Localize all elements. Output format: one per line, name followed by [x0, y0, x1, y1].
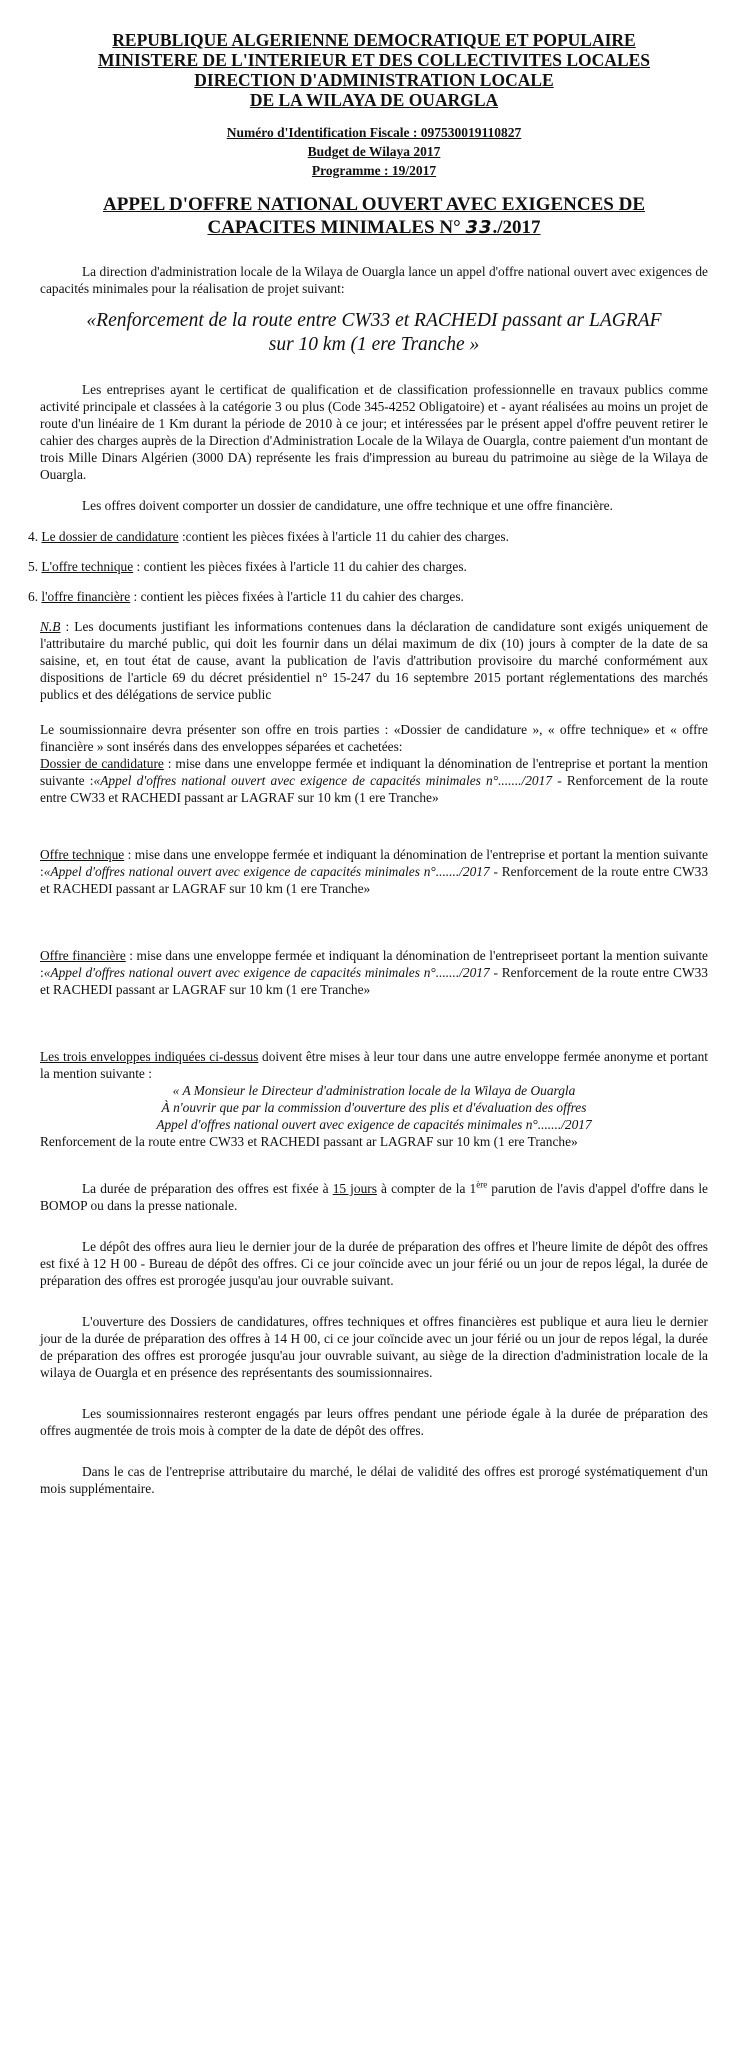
envelope-address-line-3: Appel d'offres national ouvert avec exigence de capacités minimales n°......./2017: [156, 1117, 592, 1132]
list-item-label: Le dossier de candidature: [41, 529, 179, 544]
offres-paragraph: Les offres doivent comporter un dossier de candidature, une offre technique et une offre financière.: [82, 498, 613, 513]
dossier-paragraph: Dossier de candidature : mise dans une enveloppe fermée et indiquant la dénomination de l'entreprise et portant la mention suivante :«Appel d'offres national ouvert avec exigence de capacités minimales n°......./2017 - Renforcement de la route entre CW33 et RACHEDI passant ar LAGRAF sur 10 km (1 ere Tranche»: [40, 756, 709, 805]
header-line-republic: REPUBLIQUE ALGERIENNE DEMOCRATIQUE ET POPULAIRE: [112, 30, 636, 50]
dossier-label: Dossier de candidature: [40, 756, 164, 771]
envelope-address-line-2: À n'ouvrir que par la commission d'ouverture des plis et d'évaluation des offres: [161, 1100, 587, 1115]
list-item: 6. l'offre financière : contient les pièces fixées à l'article 11 du cahier des charges.: [28, 589, 464, 604]
envelope-address-line-4: Renforcement de la route entre CW33 et RACHEDI passant ar LAGRAF sur 10 km (1 ere Tranche»: [40, 1134, 578, 1149]
duree-paragraph: La durée de préparation des offres est fixée à 15 jours à compter de la 1ère parution de l'avis d'appel d'offre dans le BOMOP ou dans la presse nationale.: [40, 1179, 708, 1213]
document-meta: [40, 123, 708, 180]
project-line-1: «Renforcement de la route entre CW33 et RACHEDI passant ar LAGRAF: [86, 310, 662, 331]
list-item-label: L'offre technique: [41, 559, 134, 574]
technique-label: Offre technique: [40, 847, 125, 862]
nb-label: N.B: [40, 619, 61, 634]
soumissionnaire-paragraph: Le soumissionnaire devra présenter son offre en trois parties : «Dossier de candidature », « offre technique» et « offre financière » sont insérés dans des enveloppes séparées et cachetées:: [40, 722, 708, 754]
ouverture-paragraph: L'ouverture des Dossiers de candidatures, offres techniques et offres financières est publique et aura lieu le dernier jour de la durée de préparation des offres à 14 H 00, ci ce jour coïncide avec un jour férié ou un jour de repos légal, la durée de préparation des offres est prorogée jusqu'au jour ouvrable suivant, au siège de la direction d'administration locale de la wilaya de Ouargla et en présence des représentants des soumissionnaires.: [40, 1314, 708, 1380]
list-item: 4. Le dossier de candidature :contient les pièces fixées à l'article 11 du cahier des charges.: [28, 529, 509, 544]
financiere-paragraph: Offre financière : mise dans une enveloppe fermée et indiquant la dénomination de l'entrepriseet portant la mention suivante :«Appel d'offres national ouvert avec exigence de capacités minimales n°......./2017 - Renforcement de la route entre CW33 et RACHEDI passant ar LAGRAF sur 10 km (1 ere Tranche»: [40, 948, 708, 997]
depot-paragraph: Le dépôt des offres aura lieu le dernier jour de la durée de préparation des offres et l'heure limite de dépôt des offres est fixé à 12 H 00 - Bureau de dépôt des offres. Ci ce jour coïncide avec un jour férié ou un jour de repos légal, la durée de préparation des offres est prorogée jusqu'au jour ouvrable suivant.: [40, 1239, 708, 1288]
list-item-label: l'offre financière: [41, 589, 131, 604]
title-line-1: APPEL D'OFFRE NATIONAL OUVERT AVEC EXIGENCES DE: [103, 194, 645, 215]
project-name: [40, 309, 708, 357]
header-line-ministry: MINISTERE DE L'INTERIEUR ET DES COLLECTIVITES LOCALES: [97, 50, 651, 70]
nb-paragraph: N.B : Les documents justifiant les informations contenues dans la déclaration de candidature sont exigés uniquement de l'attributaire du marché public, qui doit les fournir dans un délai maximum de dix (10) jours à compter de la date de sa saisine, et, en tout état de cause, avant la publication de l'avis d'attribution provisoire du marché conformément aux dispositions de l'article 69 du décret présidentiel n° 15-247 du 16 septembre 2015 portant réglementations des marchés publics et des délégations de service public: [40, 619, 708, 702]
tender-number: 33: [465, 217, 493, 238]
header-line-wilaya: DE LA WILAYA DE OUARGLA: [249, 90, 499, 110]
header-line-direction: DIRECTION D'ADMINISTRATION LOCALE: [194, 70, 554, 90]
project-line-2: sur 10 km (1 ere Tranche »: [268, 334, 480, 355]
prorogation-paragraph: Dans le cas de l'entreprise attributaire du marché, le délai de validité des offres est prorogé systématiquement d'un mois supplémentaire.: [40, 1464, 708, 1496]
title-prefix: CAPACITES MINIMALES N°: [207, 217, 466, 238]
entreprises-paragraph: Les entreprises ayant le certificat de qualification et de classification professionnelle en travaux publics comme activité principale et classées à la catégorie 3 ou plus (Code 345-4252 Obligatoire) et - ayant réalisées au moins un projet de route d'un linéaire de 1 Km durant la période de 2010 à ce jour; et intéressées par le présent appel d'offre peuvent retirer le cahier des charges auprès de la Direction d'Administration Locale de la Wilaya de Ouargla, contre paiement d'un montant de trois Mille Dinars Algérien (3000 DA) représente les frais d'impression au bureau du patrimoine au siège de la Wilaya de Ouargla.: [40, 382, 708, 482]
trois-enveloppes-label: Les trois enveloppes indiquées ci-dessus: [40, 1049, 259, 1064]
envelope-address-line-1: « A Monsieur le Directeur d'administration locale de la Wilaya de Ouargla: [172, 1083, 576, 1098]
offer-components-list: [28, 528, 708, 605]
engagement-paragraph: Les soumissionnaires resteront engagés par leurs offres pendant une période égale à la durée de préparation des offres augmentée de trois mois à compter de la date de dépôt des offres.: [40, 1406, 708, 1438]
budget-line: Budget de Wilaya 2017: [307, 144, 441, 159]
title-suffix: ./2017: [492, 217, 541, 238]
technique-paragraph: Offre technique : mise dans une enveloppe fermée et indiquant la dénomination de l'entreprise et portant la mention suivante :«Appel d'offres national ouvert avec exigence de capacités minimales n°......./2017 - Renforcement de la route entre CW33 et RACHEDI passant ar LAGRAF sur 10 km (1 ere Tranche»: [40, 847, 709, 896]
trois-enveloppes-paragraph: Les trois enveloppes indiquées ci-dessus doivent être mises à leur tour dans une autre enveloppe fermée anonyme et portant la mention suivante :: [40, 1049, 708, 1081]
financiere-label: Offre financière: [40, 948, 126, 963]
intro-paragraph: La direction d'administration locale de la Wilaya de Ouargla lance un appel d'offre national ouvert avec exigences de capacités minimales pour la réalisation de projet suivant:: [40, 264, 708, 296]
document-title: [40, 193, 708, 239]
list-item: 5. L'offre technique : contient les pièces fixées à l'article 11 du cahier des charges.: [28, 559, 467, 574]
duree-jours: 15 jours: [332, 1181, 377, 1196]
title-line-2: [40, 216, 708, 239]
fiscal-id: Numéro d'Identification Fiscale : 097530019110827: [226, 125, 522, 140]
document-header: [40, 30, 708, 110]
programme-line: Programme : 19/2017: [311, 163, 437, 178]
